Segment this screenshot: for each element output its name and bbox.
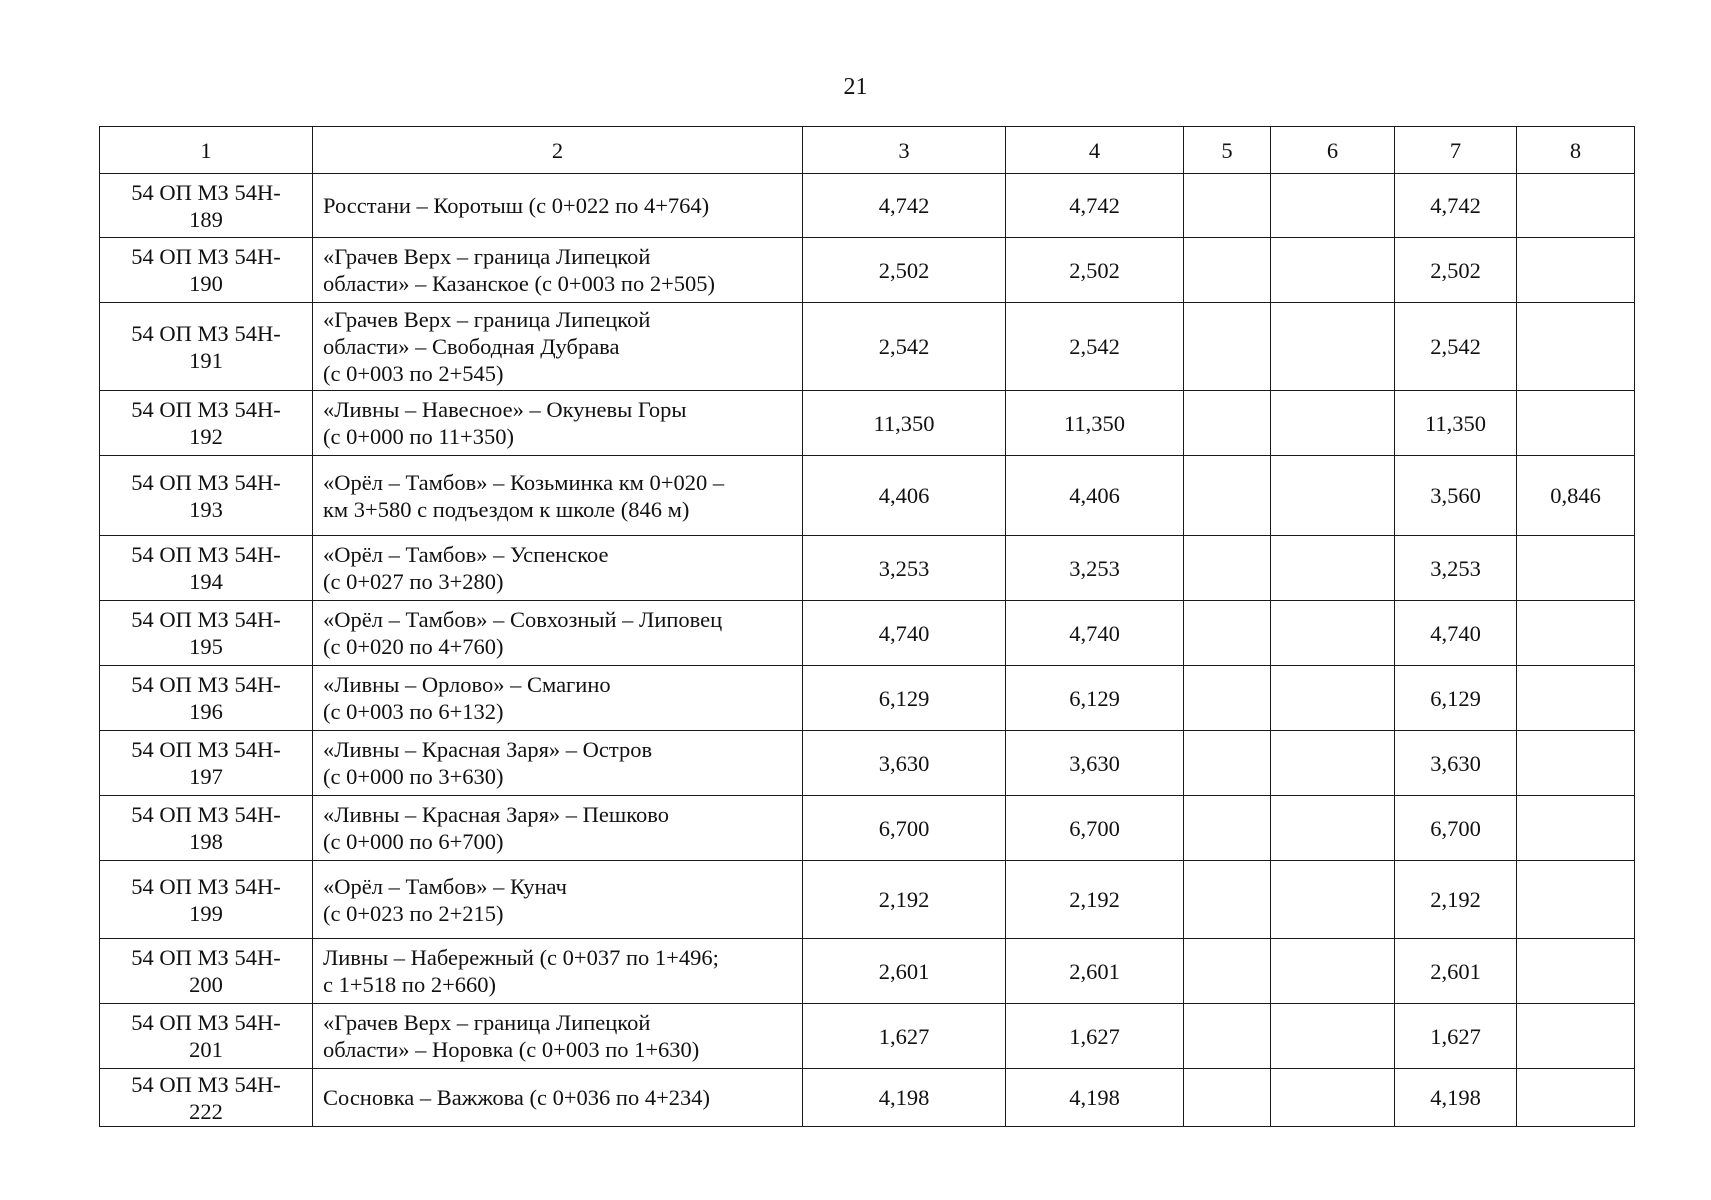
- value-cell-c6: [1271, 303, 1395, 391]
- road-id-cell: [100, 939, 313, 1004]
- value-cell-c6: [1271, 666, 1395, 731]
- value-cell-c8: [1517, 796, 1635, 861]
- road-name-line: «Орёл – Тамбов» – Козьминка км 0+020 –: [323, 469, 725, 495]
- value-cell-c6: [1271, 238, 1395, 303]
- value-cell-c4: 4,740: [1006, 601, 1184, 666]
- value-cell-c7: 4,198: [1395, 1069, 1517, 1127]
- road-id-line: 54 ОП МЗ 54Н-: [131, 737, 281, 762]
- road-id-cell: [100, 536, 313, 601]
- road-id-line: 191: [189, 347, 223, 373]
- value-cell-c3: 2,192: [803, 861, 1006, 939]
- road-register-table: [99, 126, 1635, 1127]
- road-name-cell: [313, 796, 803, 861]
- road-name-line: «Грачев Верх – граница Липецкой: [323, 307, 651, 332]
- road-id-line: 195: [189, 634, 223, 659]
- value-cell-c6: [1271, 796, 1395, 861]
- value-cell-c8: [1517, 174, 1635, 238]
- value-cell-c3: 2,601: [803, 939, 1006, 1004]
- value-cell-c8: [1517, 238, 1635, 303]
- road-id-cell: [100, 238, 313, 303]
- value-cell-c8: [1517, 536, 1635, 601]
- table-row: [100, 536, 1635, 601]
- column-header: 6: [1271, 127, 1395, 174]
- road-name-cell: [313, 174, 803, 238]
- road-name-line: «Грачев Верх – граница Липецкой: [323, 244, 651, 269]
- road-name-line: «Орёл – Тамбов» – Совхозный – Липовец: [323, 607, 723, 632]
- road-id-line: 189: [189, 206, 223, 232]
- value-cell-c6: [1271, 174, 1395, 238]
- value-cell-c7: 3,630: [1395, 731, 1517, 796]
- value-cell-c8: [1517, 1004, 1635, 1069]
- road-name-cell: [313, 303, 803, 391]
- road-id-line: 192: [189, 424, 223, 449]
- road-id-cell: [100, 174, 313, 238]
- value-cell-c3: 6,700: [803, 796, 1006, 861]
- value-cell-c6: [1271, 391, 1395, 456]
- road-id-line: 197: [189, 764, 223, 789]
- road-name-line: км 3+580 с подъездом к школе (846 м): [323, 496, 690, 522]
- road-name-cell: [313, 238, 803, 303]
- value-cell-c5: [1184, 536, 1271, 601]
- value-cell-c4: 11,350: [1006, 391, 1184, 456]
- road-name-cell: [313, 536, 803, 601]
- value-cell-c6: [1271, 536, 1395, 601]
- road-id-cell: [100, 391, 313, 456]
- value-cell-c5: [1184, 796, 1271, 861]
- value-cell-c4: 2,601: [1006, 939, 1184, 1004]
- table-row: [100, 861, 1635, 939]
- table-row: [100, 939, 1635, 1004]
- value-cell-c8: [1517, 391, 1635, 456]
- column-header: 5: [1184, 127, 1271, 174]
- road-id-line: 199: [189, 900, 223, 926]
- value-cell-c6: [1271, 731, 1395, 796]
- road-id-cell: [100, 731, 313, 796]
- column-header: 1: [100, 127, 313, 174]
- road-id-line: 198: [189, 829, 223, 854]
- road-id-line: 54 ОП МЗ 54Н-: [131, 672, 281, 697]
- value-cell-c7: 2,502: [1395, 238, 1517, 303]
- road-id-line: 54 ОП МЗ 54Н-: [131, 179, 281, 205]
- value-cell-c4: 1,627: [1006, 1004, 1184, 1069]
- value-cell-c6: [1271, 1004, 1395, 1069]
- value-cell-c8: [1517, 303, 1635, 391]
- table-row: [100, 796, 1635, 861]
- road-id-line: 190: [189, 271, 223, 296]
- value-cell-c6: [1271, 939, 1395, 1004]
- column-header: 8: [1517, 127, 1635, 174]
- road-id-line: 54 ОП МЗ 54Н-: [131, 873, 281, 899]
- road-id-line: 54 ОП МЗ 54Н-: [131, 1010, 281, 1035]
- road-id-cell: [100, 861, 313, 939]
- road-name-line: «Ливны – Красная Заря» – Остров: [323, 737, 653, 762]
- road-name-line: (с 0+003 по 6+132): [323, 699, 504, 724]
- road-name-line: «Ливны – Красная Заря» – Пешково: [323, 802, 669, 827]
- value-cell-c3: 2,542: [803, 303, 1006, 391]
- road-id-line: 54 ОП МЗ 54Н-: [131, 320, 281, 346]
- table-row: [100, 456, 1635, 536]
- road-name-line: с 1+518 по 2+660): [323, 972, 497, 997]
- road-id-cell: [100, 456, 313, 536]
- road-id-cell: [100, 601, 313, 666]
- page-number: 21: [843, 74, 868, 100]
- value-cell-c3: 4,198: [803, 1069, 1006, 1127]
- value-cell-c8: 0,846: [1517, 456, 1635, 536]
- road-name-line: «Орёл – Тамбов» – Кунач: [323, 873, 567, 899]
- table-row: [100, 303, 1635, 391]
- road-id-cell: [100, 1069, 313, 1127]
- value-cell-c8: [1517, 666, 1635, 731]
- road-name-line: Ливны – Набережный (с 0+037 по 1+496;: [323, 945, 719, 970]
- value-cell-c6: [1271, 456, 1395, 536]
- value-cell-c3: 2,502: [803, 238, 1006, 303]
- road-id-line: 201: [189, 1037, 223, 1062]
- table-row: [100, 391, 1635, 456]
- road-name-line: (с 0+027 по 3+280): [323, 569, 504, 594]
- value-cell-c5: [1184, 939, 1271, 1004]
- road-name-line: «Ливны – Орлово» – Смагино: [323, 672, 611, 697]
- value-cell-c7: 4,740: [1395, 601, 1517, 666]
- value-cell-c8: [1517, 1069, 1635, 1127]
- road-name-line: области» – Свободная Дубрава: [323, 334, 620, 359]
- value-cell-c4: 6,129: [1006, 666, 1184, 731]
- road-name-line: (с 0+000 по 11+350): [323, 424, 514, 449]
- value-cell-c3: 4,742: [803, 174, 1006, 238]
- value-cell-c5: [1184, 238, 1271, 303]
- value-cell-c4: 3,630: [1006, 731, 1184, 796]
- value-cell-c8: [1517, 731, 1635, 796]
- road-name-line: Росстани – Коротыш (с 0+022 по 4+764): [323, 193, 710, 218]
- value-cell-c7: 4,742: [1395, 174, 1517, 238]
- road-name-line: (с 0+000 по 3+630): [323, 764, 504, 789]
- road-name-line: области» – Казанское (с 0+003 по 2+505): [323, 271, 716, 296]
- column-header: 2: [313, 127, 803, 174]
- road-name-cell: [313, 456, 803, 536]
- value-cell-c5: [1184, 1004, 1271, 1069]
- value-cell-c5: [1184, 174, 1271, 238]
- road-name-line: «Орёл – Тамбов» – Успенское: [323, 542, 609, 567]
- road-name-line: (с 0+003 по 2+545): [323, 361, 504, 386]
- column-header: 3: [803, 127, 1006, 174]
- value-cell-c5: [1184, 303, 1271, 391]
- road-name-cell: [313, 601, 803, 666]
- road-name-cell: [313, 1069, 803, 1127]
- road-name-line: области» – Норовка (с 0+003 по 1+630): [323, 1037, 700, 1062]
- road-id-line: 54 ОП МЗ 54Н-: [131, 607, 281, 632]
- value-cell-c8: [1517, 861, 1635, 939]
- value-cell-c7: 2,192: [1395, 861, 1517, 939]
- road-id-line: 222: [189, 1098, 223, 1124]
- value-cell-c4: 2,542: [1006, 303, 1184, 391]
- value-cell-c4: 2,502: [1006, 238, 1184, 303]
- value-cell-c5: [1184, 391, 1271, 456]
- road-id-cell: [100, 1004, 313, 1069]
- value-cell-c7: 11,350: [1395, 391, 1517, 456]
- road-name-cell: [313, 861, 803, 939]
- value-cell-c4: 2,192: [1006, 861, 1184, 939]
- road-name-line: (с 0+020 по 4+760): [323, 634, 504, 659]
- table-body: [100, 174, 1635, 1127]
- table-row: [100, 174, 1635, 238]
- value-cell-c7: 6,700: [1395, 796, 1517, 861]
- value-cell-c8: [1517, 601, 1635, 666]
- road-name-line: (с 0+000 по 6+700): [323, 829, 504, 854]
- road-id-line: 54 ОП МЗ 54Н-: [131, 542, 281, 567]
- value-cell-c4: 6,700: [1006, 796, 1184, 861]
- road-id-line: 54 ОП МЗ 54Н-: [131, 945, 281, 970]
- road-name-cell: [313, 666, 803, 731]
- road-name-cell: [313, 391, 803, 456]
- road-id-line: 54 ОП МЗ 54Н-: [131, 802, 281, 827]
- value-cell-c3: 3,630: [803, 731, 1006, 796]
- value-cell-c7: 2,542: [1395, 303, 1517, 391]
- value-cell-c6: [1271, 601, 1395, 666]
- value-cell-c6: [1271, 861, 1395, 939]
- column-header: 4: [1006, 127, 1184, 174]
- value-cell-c7: 6,129: [1395, 666, 1517, 731]
- value-cell-c5: [1184, 1069, 1271, 1127]
- road-id-line: 54 ОП МЗ 54Н-: [131, 469, 281, 495]
- road-id-line: 54 ОП МЗ 54Н-: [131, 1071, 281, 1097]
- value-cell-c5: [1184, 666, 1271, 731]
- road-id-line: 194: [189, 569, 223, 594]
- road-name-cell: [313, 731, 803, 796]
- table-header-row: [100, 127, 1635, 174]
- value-cell-c3: 6,129: [803, 666, 1006, 731]
- road-id-line: 193: [189, 496, 223, 522]
- value-cell-c6: [1271, 1069, 1395, 1127]
- value-cell-c7: 1,627: [1395, 1004, 1517, 1069]
- value-cell-c3: 4,406: [803, 456, 1006, 536]
- value-cell-c7: 2,601: [1395, 939, 1517, 1004]
- table-row: [100, 1069, 1635, 1127]
- road-id-line: 196: [189, 699, 223, 724]
- value-cell-c4: 4,198: [1006, 1069, 1184, 1127]
- value-cell-c5: [1184, 861, 1271, 939]
- value-cell-c5: [1184, 456, 1271, 536]
- value-cell-c3: 3,253: [803, 536, 1006, 601]
- value-cell-c4: 4,406: [1006, 456, 1184, 536]
- road-name-cell: [313, 939, 803, 1004]
- value-cell-c4: 3,253: [1006, 536, 1184, 601]
- table-row: [100, 1004, 1635, 1069]
- value-cell-c4: 4,742: [1006, 174, 1184, 238]
- value-cell-c7: 3,560: [1395, 456, 1517, 536]
- road-id-line: 54 ОП МЗ 54Н-: [131, 397, 281, 422]
- value-cell-c3: 11,350: [803, 391, 1006, 456]
- road-name-line: (с 0+023 по 2+215): [323, 900, 504, 926]
- value-cell-c5: [1184, 731, 1271, 796]
- road-id-line: 200: [189, 972, 223, 997]
- road-name-line: «Грачев Верх – граница Липецкой: [323, 1010, 651, 1035]
- road-id-cell: [100, 303, 313, 391]
- value-cell-c8: [1517, 939, 1635, 1004]
- column-header: 7: [1395, 127, 1517, 174]
- road-name-cell: [313, 1004, 803, 1069]
- road-name-line: Сосновка – Важжова (с 0+036 по 4+234): [323, 1085, 711, 1110]
- table-row: [100, 731, 1635, 796]
- road-id-line: 54 ОП МЗ 54Н-: [131, 244, 281, 269]
- road-id-cell: [100, 796, 313, 861]
- table-row: [100, 238, 1635, 303]
- value-cell-c3: 4,740: [803, 601, 1006, 666]
- table-row: [100, 666, 1635, 731]
- road-name-line: «Ливны – Навесное» – Окуневы Горы: [323, 397, 687, 422]
- value-cell-c5: [1184, 601, 1271, 666]
- table-row: [100, 601, 1635, 666]
- value-cell-c7: 3,253: [1395, 536, 1517, 601]
- road-id-cell: [100, 666, 313, 731]
- value-cell-c3: 1,627: [803, 1004, 1006, 1069]
